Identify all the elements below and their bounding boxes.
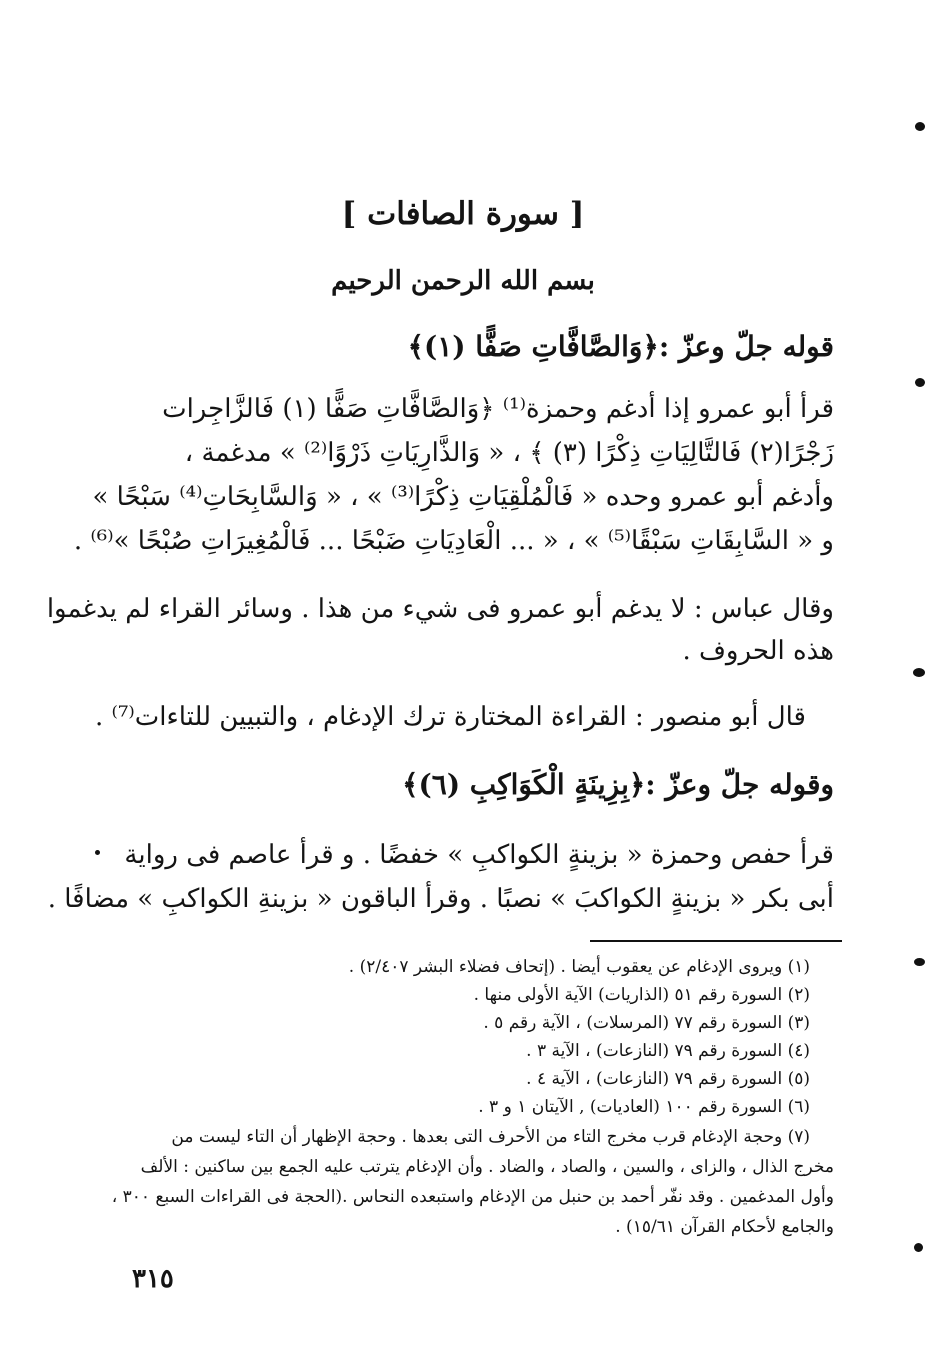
footnote: وأول المدغمين . وقد نفّر أحمد بن حنبل من الإدغام واستبعده النحاس .(الحجة فى القراءات السبع ٣٠٠ ، xyxy=(111,1187,834,1207)
margin-mark xyxy=(95,850,100,855)
footnote: (٢) السورة رقم ٥١ (الذاريات) الآية الأولى منها . xyxy=(473,985,810,1005)
body-line: قرأ حفص وحمزة « بزينةٍ الكواكبِ » خفضًا . و قرأ عاصم فى رواية xyxy=(124,840,834,870)
margin-mark xyxy=(914,1243,923,1252)
body-line: وقال عباس : لا يدغم أبو عمرو فى شيء من هذا . وسائر القراء لم يدغموا xyxy=(46,594,834,624)
margin-mark xyxy=(915,378,925,387)
footnote: (٦) السورة رقم ١٠٠ (العاديات) , الآيتان ١ و ٣ . xyxy=(478,1097,810,1117)
body-line: قرأ أبو عمرو إذا أدغم وحمزة⁽¹⁾ ﴿وَالصَّافَّاتِ صَفًّا (١) فَالزَّاجِرات xyxy=(162,394,834,424)
footnote: (٤) السورة رقم ٧٩ (النازعات) ، الآية ٣ . xyxy=(526,1041,810,1061)
basmala: بسم الله الرحمن الرحيم xyxy=(331,266,595,296)
footnote: مخرج الذال ، والزاى ، والسين ، والصاد ، والضاد . وأن الإدغام يترتب عليه الجمع بين ساكنين : الألف xyxy=(140,1157,834,1177)
body-line: قال أبو منصور : القراءة المختارة ترك الإدغام ، والتبيين للتاءات⁽⁷⁾ . xyxy=(95,702,806,732)
margin-mark xyxy=(913,668,925,677)
footnote: (٥) السورة رقم ٧٩ (النازعات) ، الآية ٤ . xyxy=(526,1069,810,1089)
margin-mark xyxy=(915,122,925,131)
footnote-separator xyxy=(590,940,842,942)
page-number: ٣١٥ xyxy=(132,1264,174,1294)
footnote: (١) ويروى الإدغام عن يعقوب أيضا . (إتحاف فضلاء البشر ٢/٤٠٧) . xyxy=(348,957,810,977)
footnote: (٧) وحجة الإدغام قرب مخرج التاء من الأحرف التى بعدها . وحجة الإظهار أن التاء ليست من xyxy=(171,1127,810,1147)
verse-heading: قوله جلّ وعزّ :﴿وَالصَّافَّاتِ صَفًّا (١)﴾ xyxy=(407,330,834,363)
verse-heading: وقوله جلّ وعزّ :﴿بِزِينَةٍ الْكَوَاكِبِ (٦)﴾ xyxy=(402,768,834,801)
footnote: (٣) السورة رقم ٧٧ (المرسلات) ، الآية رقم ٥ . xyxy=(483,1013,810,1033)
body-line: زَجْرًا(٢) فَالتَّالِيَاتِ ذِكْرًا (٣) ﴾ ، « وَالذَّارِيَاتِ ذَرْوًا⁽²⁾ » مدغمة ، xyxy=(184,438,834,468)
margin-mark xyxy=(914,958,925,966)
surah-title: [ سورة الصافات ] xyxy=(341,196,585,232)
footnote: والجامع لأحكام القرآن ١٥/٦١) . xyxy=(615,1217,834,1237)
body-line: وأدغم أبو عمرو وحده « فَالْمُلْقِيَاتِ ذِكْرًا⁽³⁾ » ، « وَالسَّابِحَاتِ⁽⁴⁾ سَبْحًا » xyxy=(92,482,834,512)
body-line: أبى بكر « بزينةٍ الكواكبَ » نصبًا . وقرأ الباقون « بزينةِ الكواكبِ » مضافًا . xyxy=(47,884,834,914)
body-line: هذه الحروف . xyxy=(682,636,834,666)
body-line: و « السَّابِقَاتِ سَبْقًا⁽⁵⁾ » ، « ... الْعَادِيَاتِ ضَبْحًا ... فَالْمُغِيرَاتِ صُبْحًا »⁽⁶⁾ . xyxy=(73,526,834,556)
